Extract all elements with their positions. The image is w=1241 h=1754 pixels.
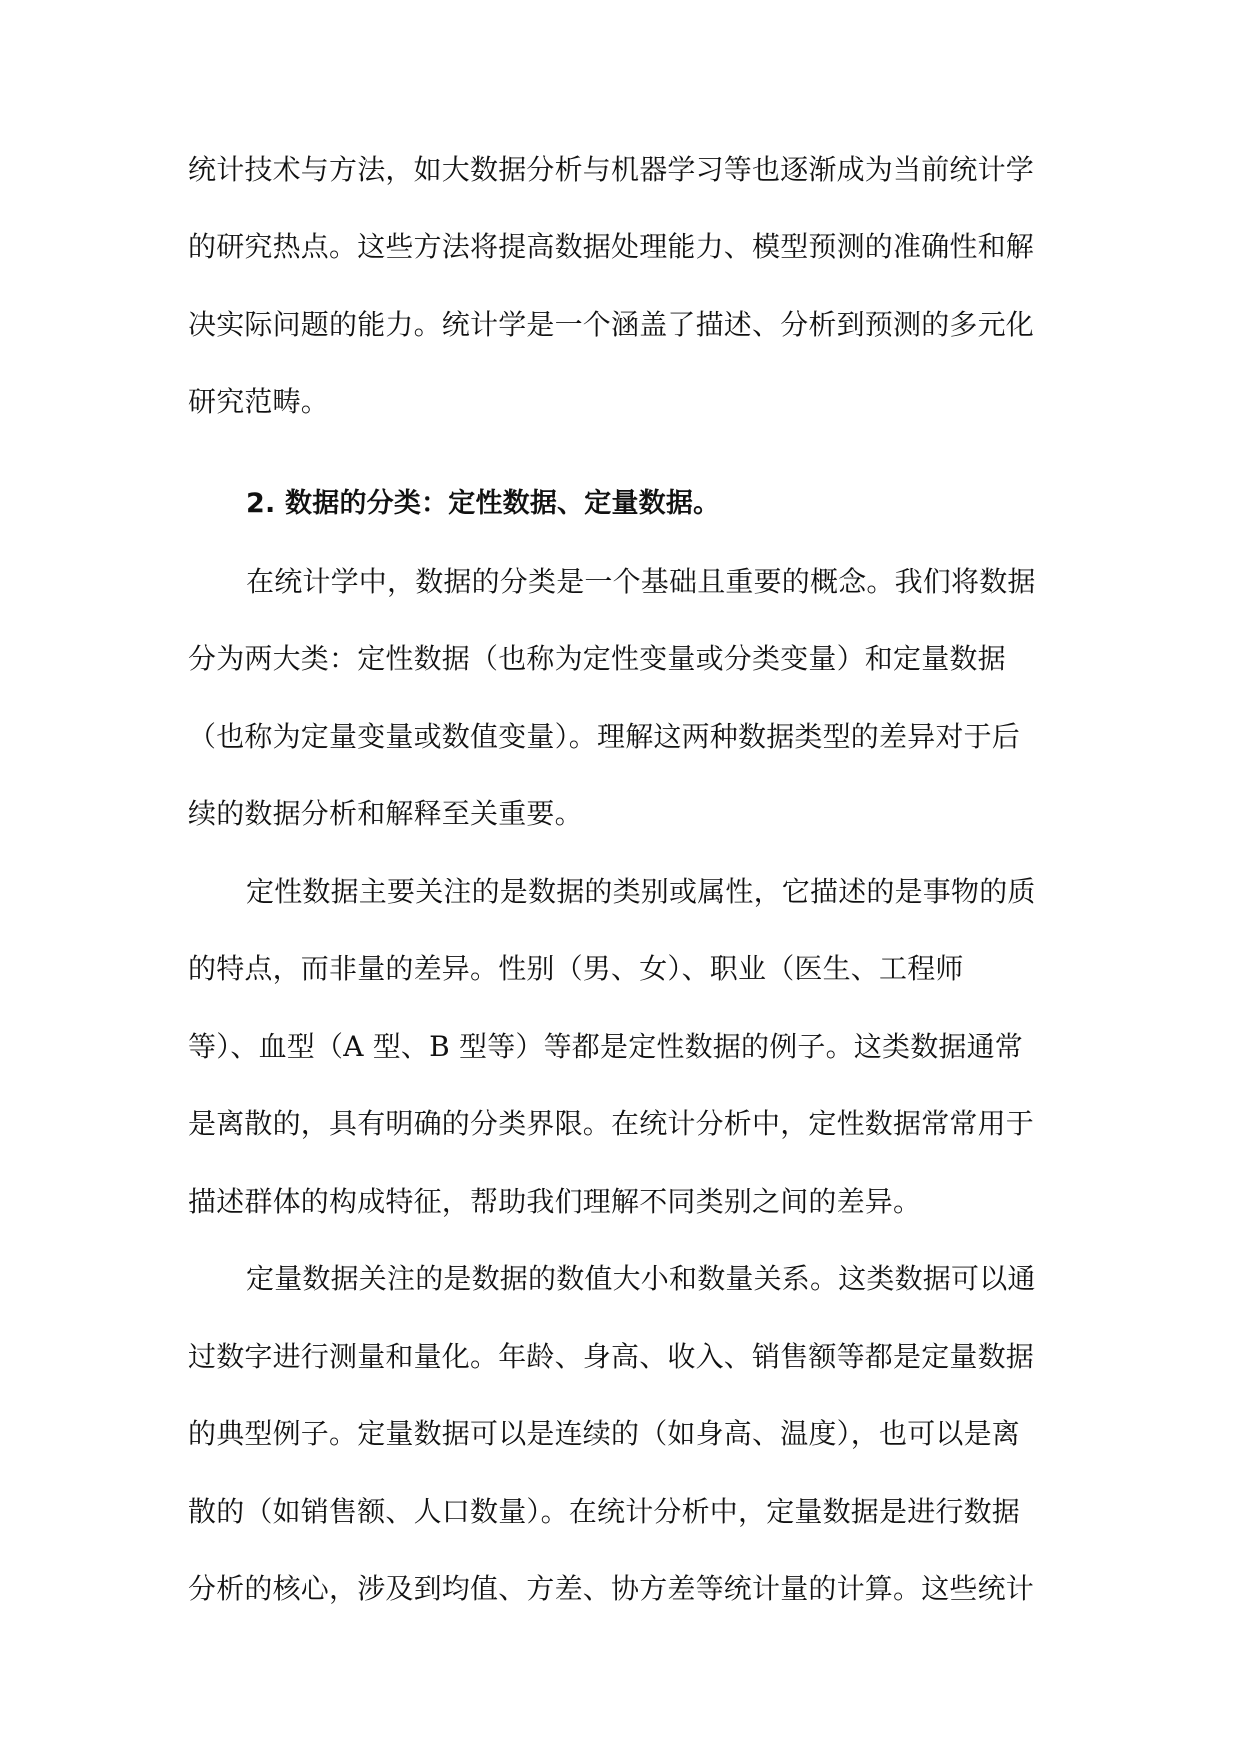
paragraph-line: 统计技术与方法，如大数据分析与机器学习等也逐渐成为当前统计学 [188,153,1035,186]
paragraph-line: 散的（如销售额、人口数量）。在统计分析中，定量数据是进行数据 [188,1495,1021,1528]
paragraph-line: 的典型例子。定量数据可以是连续的（如身高、温度），也可以是离 [188,1417,1021,1450]
paragraph-line: 的特点，而非量的差异。性别（男、女）、职业（医生、工程师 [188,952,964,985]
paragraph-line: 分为两大类：定性数据（也称为定性变量或分类变量）和定量数据 [188,642,1006,675]
paragraph-line: 研究范畴。 [188,385,330,418]
paragraph-line: （也称为定量变量或数值变量）。理解这两种数据类型的差异对于后 [188,720,1021,753]
paragraph-line: 等）、血型（A 型、B 型等）等都是定性数据的例子。这类数据通常 [188,1030,1024,1063]
paragraph-line: 决实际问题的能力。统计学是一个涵盖了描述、分析到预测的多元化 [188,308,1035,341]
paragraph-line: 描述群体的构成特征，帮助我们理解不同类别之间的差异。 [188,1185,922,1218]
paragraph-line: 定量数据关注的是数据的数值大小和数量关系。这类数据可以通 [246,1262,1036,1295]
paragraph-line: 续的数据分析和解释至关重要。 [188,797,583,830]
paragraph-line: 分析的核心，涉及到均值、方差、协方差等统计量的计算。这些统计 [188,1572,1035,1605]
paragraph-line: 定性数据主要关注的是数据的类别或属性，它描述的是事物的质 [246,875,1036,908]
section-heading: 2. 数据的分类：定性数据、定量数据。 [246,488,721,519]
paragraph-line: 是离散的，具有明确的分类界限。在统计分析中，定性数据常常用于 [188,1107,1035,1140]
paragraph-line: 过数字进行测量和量化。年龄、身高、收入、销售额等都是定量数据 [188,1340,1035,1373]
paragraph-line: 在统计学中，数据的分类是一个基础且重要的概念。我们将数据 [246,565,1036,598]
paragraph-line: 的研究热点。这些方法将提高数据处理能力、模型预测的准确性和解 [188,230,1035,263]
